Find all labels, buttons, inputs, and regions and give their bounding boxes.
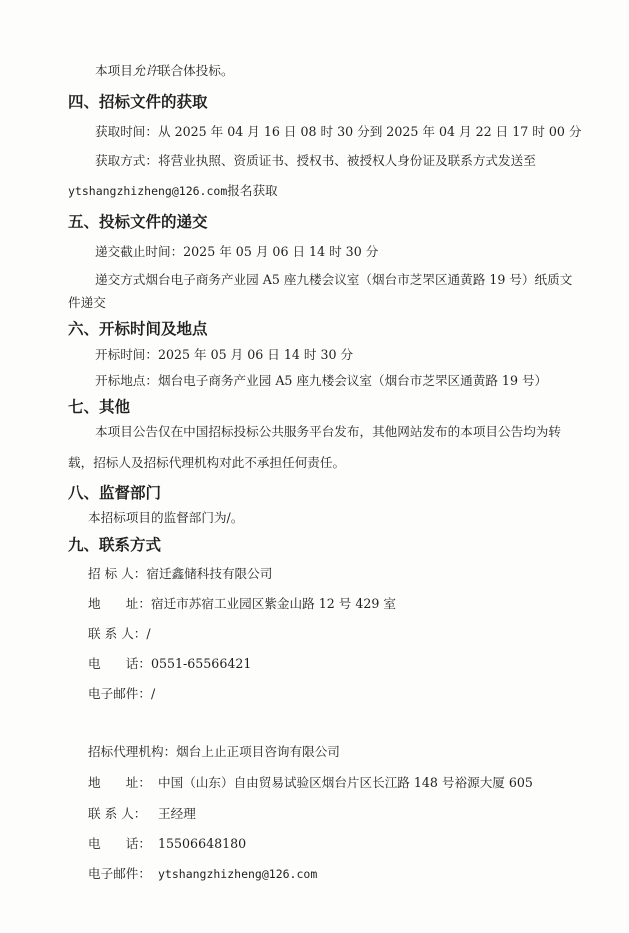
tenderer-contact-row — [88, 626, 151, 642]
section4-method: 获取方式：将营业执照、资质证书、授权书、被授权人身份证及联系方式发送至 — [95, 153, 536, 168]
section9-heading: 九、联系方式 — [68, 536, 162, 554]
section4-time: 获取时间：从 2025 年 04 月 16 日 08 时 30 分到 2025 年 04 月 22 日 17 时 00 分 — [95, 124, 582, 139]
section6-time: 开标时间：2025 年 05 月 06 日 14 时 30 分 — [95, 347, 354, 362]
agency-contact: 王经理 — [158, 806, 196, 821]
tenderer-phone-row — [88, 656, 251, 672]
agency-phone-row — [88, 836, 246, 852]
section8-heading: 八、监督部门 — [68, 484, 162, 502]
section4-method-tail: 报名获取 — [227, 183, 278, 198]
consortium-emph: 允许 — [132, 63, 158, 78]
agency-addr: 中国（山东）自由贸易试验区烟台片区长江路 148 号裕源大厦 605 — [158, 775, 533, 790]
agency-contact-row — [88, 806, 196, 822]
tenderer-addr: 宿迁市苏宿工业园区紫金山路 12 号 429 室 — [150, 596, 396, 611]
agency-email-label: 电子邮件： — [88, 866, 151, 881]
section5-heading: 五、投标文件的递交 — [68, 213, 208, 231]
section6-heading: 六、开标时间及地点 — [68, 320, 208, 338]
section4-heading: 四、招标文件的获取 — [68, 93, 208, 111]
section7-heading: 七、其他 — [68, 398, 131, 416]
agency-addr-row — [88, 775, 533, 791]
section5-method-line1: 递交方式烟台电子商务产业园 A5 座九楼会议室（烟台市芝罘区通黄路 19 号）纸质文 — [95, 272, 573, 287]
tenderer-name: 宿迁鑫储科技有限公司 — [146, 566, 273, 581]
section6-place: 开标地点：烟台电子商务产业园 A5 座九楼会议室（烟台市芝罘区通黄路 19 号） — [95, 373, 548, 388]
tenderer-email-label: 电子邮件： — [88, 686, 151, 701]
consortium-suffix: 联合体投标。 — [157, 63, 234, 78]
tenderer-name-label: 招 标 人： — [88, 566, 147, 581]
section4-email-line — [68, 183, 278, 199]
tenderer-phone-label: 电 话： — [88, 656, 151, 671]
section7-line1: 本项目公告仅在中国招标投标公共服务平台发布，其他网站发布的本项目公告均为转 — [95, 424, 561, 439]
agency-name-row — [88, 744, 340, 760]
agency-phone: 15506648180 — [158, 836, 247, 851]
section5-method-line2: 件递交 — [68, 295, 106, 310]
agency-contact-label: 联 系 人： — [88, 806, 147, 821]
agency-name: 烟台上止正项目咨询有限公司 — [176, 744, 340, 759]
tenderer-contact-label: 联 系 人： — [88, 626, 147, 641]
section7-line2: 载，招标人及招标代理机构对此不承担任何责任。 — [68, 455, 346, 470]
section8-line1: 本招标项目的监督部门为/。 — [88, 510, 244, 525]
tenderer-phone: 0551-65566421 — [150, 656, 252, 671]
agency-email-row — [88, 866, 317, 882]
section5-deadline: 递交截止时间：2025 年 05 月 06 日 14 时 30 分 — [95, 244, 379, 259]
tenderer-name-row — [88, 566, 272, 582]
agency-addr-label: 地 址： — [88, 775, 151, 790]
consortium-prefix: 本项目 — [95, 63, 133, 78]
tenderer-contact: / — [146, 626, 151, 641]
consortium-note — [95, 63, 234, 79]
agency-email: ytshangzhizheng@126.com — [158, 867, 318, 881]
agency-name-label: 招标代理机构： — [88, 744, 177, 759]
tenderer-email-row — [88, 686, 155, 702]
section4-email: ytshangzhizheng@126.com — [68, 184, 228, 198]
tenderer-addr-label: 地 址： — [88, 596, 151, 611]
tenderer-addr-row — [88, 596, 396, 612]
tenderer-email: / — [150, 686, 156, 701]
agency-phone-label: 电 话： — [88, 836, 151, 851]
